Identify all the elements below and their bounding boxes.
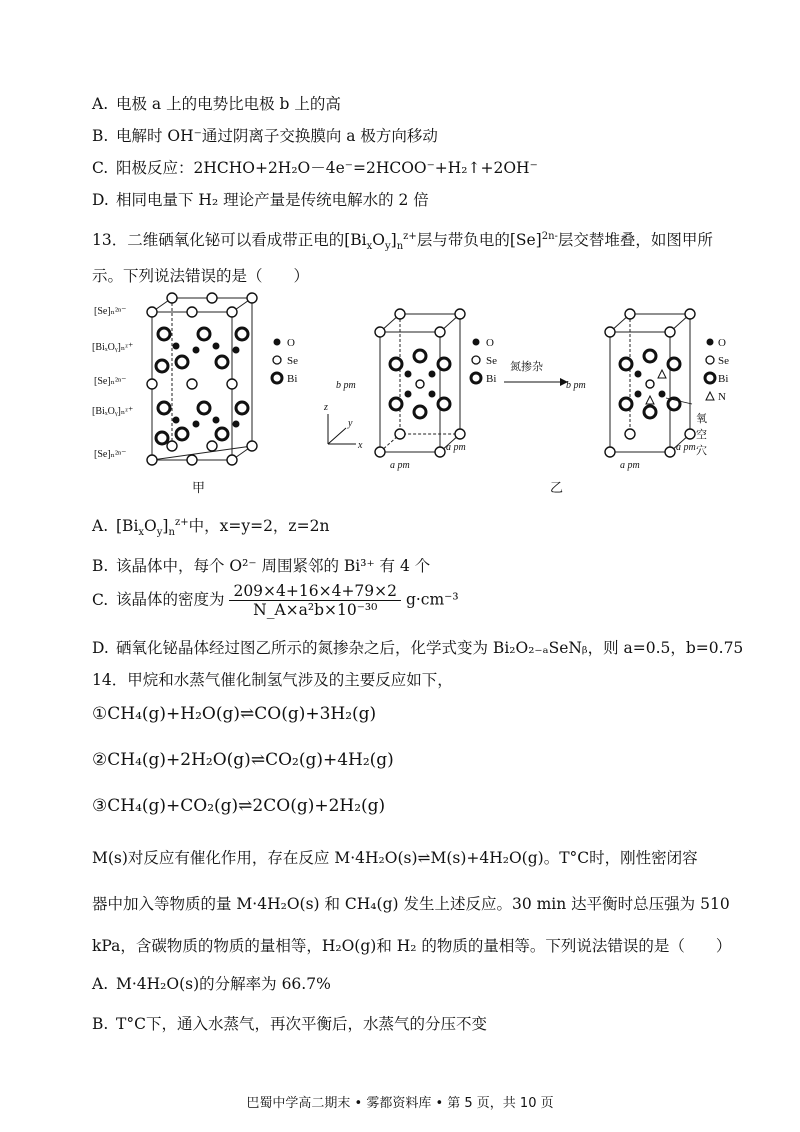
legend-se-jia: Se [287,355,298,367]
axis-z: z [324,402,328,413]
q14-stem: 14．甲烷和水蒸气催化制氢气涉及的主要反应如下， [92,671,453,689]
q12-option-d: D. 相同电量下 H₂ 理论产量是传统电解水的 2 倍 [92,191,429,209]
layer-label-1: [Se]ₙ²ⁿ⁻ [94,306,127,317]
layer-label-2: [BiₓOᵧ]ₙᶻ⁺ [92,342,134,353]
legend-bi-right: Bi [718,373,729,385]
b-label-right: b pm [566,380,586,391]
q13-stem-line1: 13．二维硒氧化铋可以看成带正电的$[Bi_xO_y]_n^{z+}$层与带负电的$[Se]^{2n-}$层交替堆叠，如图甲所 [92,230,713,253]
a-label-2: a pm [446,442,466,453]
legend-se-right: Se [718,355,729,367]
q12-option-b: B. 电解时 OH⁻通过阴离子交换膜向 a 极方向移动 [92,127,438,145]
b-label: b pm [336,380,356,391]
q13-stem-line2: 示。下列说法错误的是（ ） [92,267,310,285]
layer-label-3: [Se]ₙ²ⁿ⁻ [94,376,127,387]
a-label-1: a pm [390,460,410,471]
q14-paragraph-2: 器中加入等物质的量 M·4H₂O(s) 和 CH₄(g) 发生上述反应。30 min 达平衡时总压强为 510 [92,895,730,913]
axis-y: y [348,418,353,429]
q12-option-c: C. 阳极反应：2HCHO+2H₂O－4e⁻=2HCOO⁻+H₂↑+2OH⁻ [92,159,538,177]
legend-n: N [718,391,726,403]
figure-jia [92,292,342,497]
q14-paragraph-1: M(s)对反应有催化作用，存在反应 M·4H₂O(s)⇌M(s)+4H₂O(g)。T°C时，刚性密闭容 [92,849,698,867]
q14-reaction-1: ①CH₄(g)+H₂O(g)⇌CO(g)+3H₂(g) [92,704,377,724]
legend-o-right: O [718,337,726,349]
q12-option-a: A. 电极 a 上的电势比电极 b 上的高 [92,95,341,113]
caption-jia: 甲 [192,480,206,495]
arrow-label: 氮掺杂 [510,361,543,373]
q13-option-c: C. 该晶体的密度为 $\frac{209\times 4+16\times 4+79\times 2}{\text{N\_A×a²b×10⁻³⁰}}$ g·cm⁻³ [92,582,459,619]
q13-option-a: A. $[Bi_xO_y]_n^{z+}$中，x=y=2，z=2n [92,516,330,539]
q13-option-d: D. 硒氧化铋晶体经过图乙所示的氮掺杂之后，化学式变为 Bi₂O₂₋ₐSeNᵦ，则 a=0.5，b=0.75 [92,639,744,657]
a-label-right-2: a pm [676,442,696,453]
legend-bi-yi: Bi [486,373,497,385]
legend-o-yi: O [486,337,494,349]
atom-grid-jia [147,293,257,465]
legend-bi-jia: Bi [287,373,298,385]
caption-yi: 乙 [550,480,564,495]
q14-paragraph-3: kPa，含碳物质的物质的量相等，H₂O(g)和 H₂ 的物质的量相等。下列说法错误的是（ ） [92,937,732,955]
layer-label-5: [Se]ₙ²ⁿ⁻ [94,449,127,460]
vacancy-3: 穴 [696,445,707,457]
q14-option-b: B. T°C下，通入水蒸气，再次平衡后，水蒸气的分压不变 [92,1015,487,1033]
q14-option-a: A. M·4H₂O(s)的分解率为 66.7% [92,975,331,993]
legend-se-yi: Se [486,355,497,367]
a-label-right-1: a pm [620,460,640,471]
q14-reaction-3: ③CH₄(g)+CO₂(g)⇌2CO(g)+2H₂(g) [92,796,386,816]
figure-yi [320,292,740,497]
q13-option-b: B. 该晶体中，每个 O²⁻ 周围紧邻的 Bi³⁺ 有 4 个 [92,557,431,575]
vacancy-2: 空 [696,429,707,441]
q14-reaction-2: ②CH₄(g)+2H₂O(g)⇌CO₂(g)+4H₂(g) [92,750,394,770]
vacancy-1: 氧 [696,413,707,425]
legend-o-jia: O [287,337,295,349]
layer-label-4: [BiₓOᵧ]ₙᶻ⁺ [92,406,134,417]
axis-x: x [358,440,363,451]
page-footer: 巴蜀中学高二期末 • 雾都资料库 • 第 5 页，共 10 页 [246,1096,554,1111]
density-fraction: $\frac{209\times 4+16\times 4+79\times 2}{\text{N\_A×a²b×10⁻³⁰}}$ [229,582,401,619]
